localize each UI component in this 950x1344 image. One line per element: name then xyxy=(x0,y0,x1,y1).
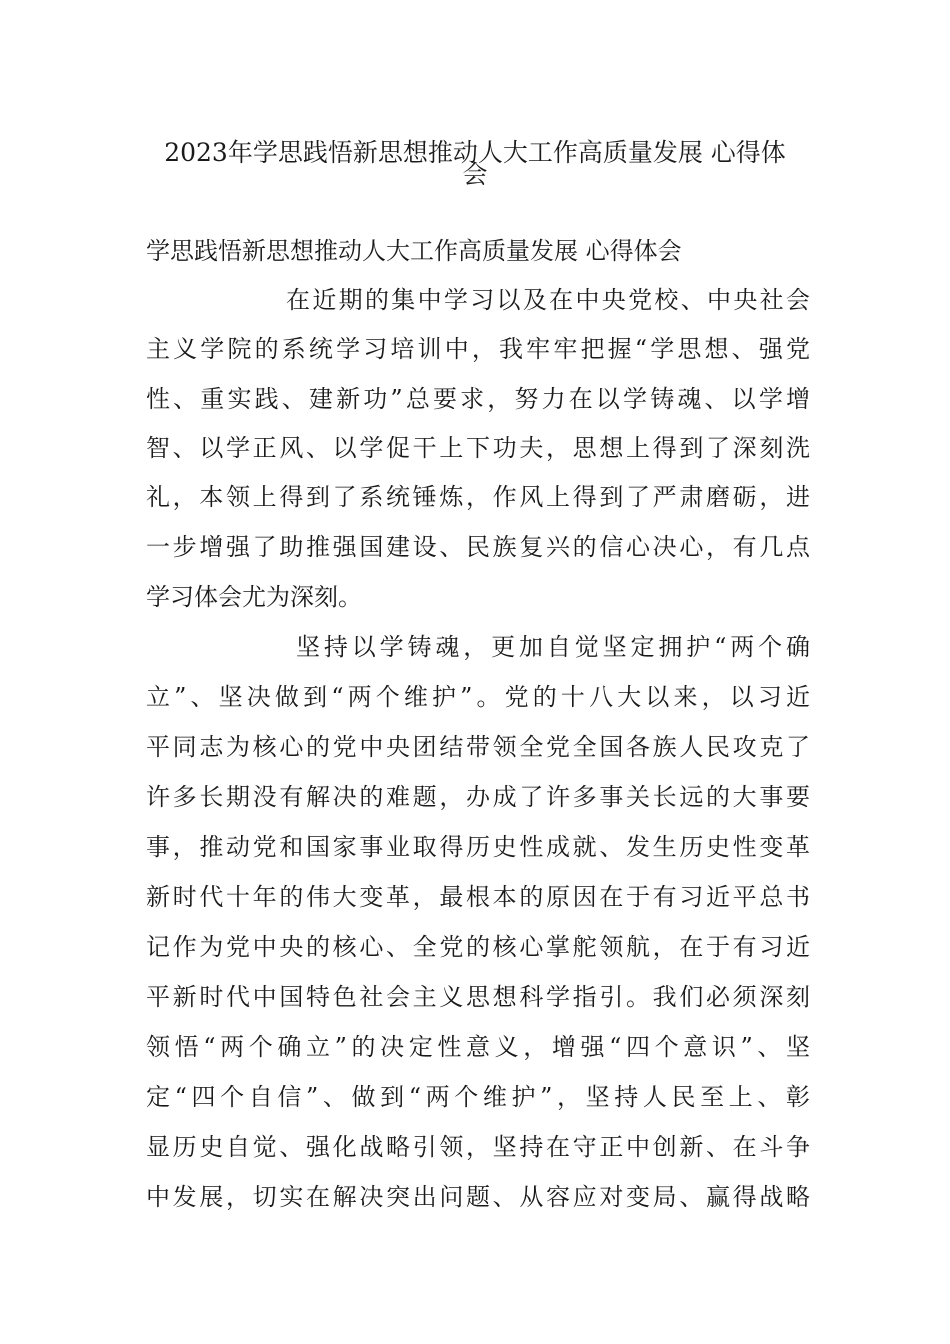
document-subtitle: 学思践悟新思想推动人大工作高质量发展 心得体会 xyxy=(146,237,682,265)
paragraph-2-line: 显历史自觉、强化战略引领，坚持在守正中创新、在斗争 xyxy=(146,1133,810,1161)
paragraph-1-line: 智、以学正风、以学促干上下功夫，思想上得到了深刻洗 xyxy=(146,434,810,462)
paragraph-2-line: 平同志为核心的党中央团结带领全党全国各族人民攻克了 xyxy=(146,733,810,761)
paragraph-1-line: 主义学院的系统学习培训中，我牢牢把握“学思想、强党 xyxy=(146,335,810,363)
paragraph-2-line: 记作为党中央的核心、全党的核心掌舵领航，在于有习近 xyxy=(146,933,810,961)
paragraph-2-line: 领悟“两个确立”的决定性意义，增强“四个意识”、坚 xyxy=(146,1033,810,1061)
paragraph-2-line: 新时代十年的伟大变革，最根本的原因在于有习近平总书 xyxy=(146,883,810,911)
paragraph-2-line: 坚持以学铸魂，更加自觉坚定拥护“两个确 xyxy=(296,633,810,661)
document-title-line-1: 2023年学思践悟新思想推动人大工作高质量发展 心得体 xyxy=(164,138,786,167)
paragraph-1-line: 在近期的集中学习以及在中央党校、中央社会 xyxy=(286,286,810,314)
paragraph-1-line: 性、重实践、建新功”总要求，努力在以学铸魂、以学增 xyxy=(146,385,810,413)
paragraph-2-line: 定“四个自信”、做到“两个维护”，坚持人民至上、彰 xyxy=(146,1083,810,1111)
paragraph-2-line: 事，推动党和国家事业取得历史性成就、发生历史性变革 xyxy=(146,833,810,861)
paragraph-2-line: 中发展，切实在解决突出问题、从容应对变局、赢得战略 xyxy=(146,1183,810,1211)
paragraph-2-line: 立”、坚决做到“两个维护”。党的十八大以来，以习近 xyxy=(146,683,810,711)
paragraph-1-line: 一步增强了助推强国建设、民族复兴的信心决心，有几点 xyxy=(146,533,810,561)
paragraph-2-line: 平新时代中国特色社会主义思想科学指引。我们必须深刻 xyxy=(146,983,810,1011)
paragraph-1-line: 礼，本领上得到了系统锤炼，作风上得到了严肃磨砺，进 xyxy=(146,483,810,511)
paragraph-1-line: 学习体会尤为深刻。 xyxy=(146,583,362,611)
document-title-line-2: 会 xyxy=(462,160,488,189)
paragraph-2-line: 许多长期没有解决的难题，办成了许多事关长远的大事要 xyxy=(146,783,810,811)
